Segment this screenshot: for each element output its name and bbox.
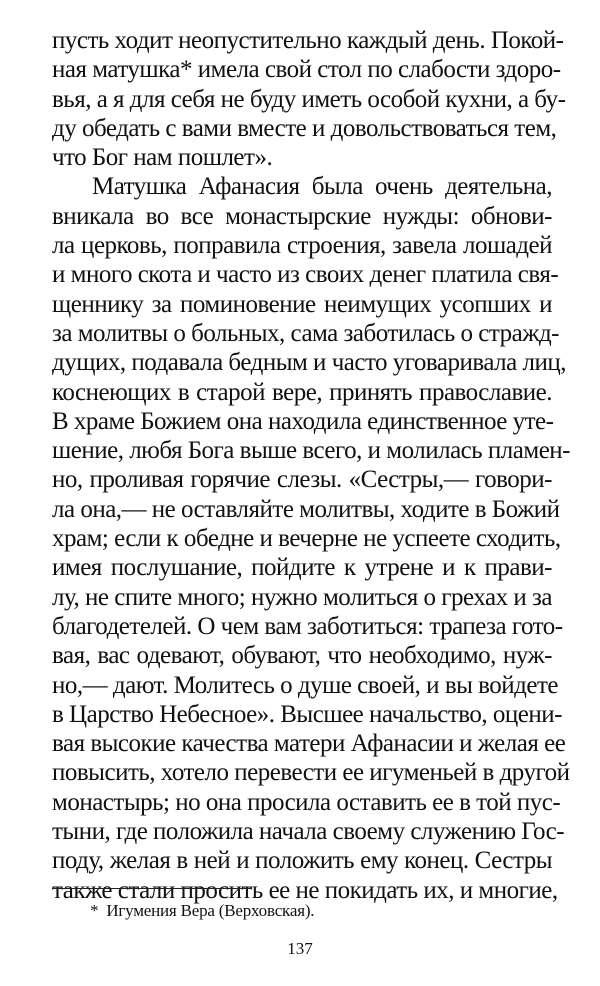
- text-line: но,— дают. Молитесь о душе своей, и вы войдете: [52, 671, 559, 699]
- footnote-text: Игумения Вера (Верховская).: [106, 901, 315, 920]
- text-line: ла она,— не оставляйте молитвы, ходите в Божий: [52, 495, 560, 523]
- text-line: поду, желая в ней и положить ему конец. Сестры: [52, 847, 552, 875]
- text-line: тыни, где положила начала своему служению Гос-: [52, 818, 565, 846]
- text-line: ла церковь, поправила строения, завела лошадей: [52, 232, 552, 260]
- text-line: лу, не спите много; нужно молиться о грехах и за: [52, 583, 552, 611]
- text-line: но, проливая горячие слезы. «Сестры,— говори-: [52, 466, 552, 494]
- page-number: 137: [287, 939, 313, 958]
- text-line: пусть ходит неопустительно каждый день. Покой-: [52, 27, 564, 54]
- footnote-divider: [52, 888, 252, 889]
- text-line: вая, вас одевают, обувают, что необходимо, нуж-: [52, 642, 552, 670]
- text-line: повысить, хотело перевести ее игуменьей в другой: [52, 759, 570, 787]
- text-line: вникала во все монастырские нужды: обнови-: [52, 202, 552, 230]
- text-line: также стали просить ее не покидать их, и многие,: [52, 876, 558, 904]
- text-line: в Царство Небесное». Высшее начальство, оцени-: [52, 700, 562, 728]
- text-line: Матушка Афанасия была очень деятельна,: [92, 173, 552, 201]
- footnote: [90, 900, 314, 922]
- text-line: благодетелей. О чем вам заботиться: трапеза гото-: [52, 612, 563, 640]
- text-line: щеннику за поминовение неимущих усопших и: [52, 290, 552, 318]
- text-line: ная матушка* имела свой стол по слабости здоро-: [52, 56, 561, 84]
- text-line: шение, любя Бога выше всего, и молилась пламен-: [52, 437, 571, 465]
- text-line: дущих, подавала бедным и часто уговаривала лиц,: [52, 349, 566, 377]
- text-line: имея послушание, пойдите к утрене и к прави-: [52, 554, 552, 582]
- text-line: за молитвы о больных, сама заботилась о стражд-: [52, 319, 560, 347]
- text-line: и много скота и часто из своих денег платила свя-: [52, 261, 559, 289]
- text-line: коснеющих в старой вере, принять православие.: [52, 378, 552, 406]
- text-line: ду обедать с вами вместе и довольствоваться тем,: [52, 114, 557, 142]
- text-line: вая высокие качества матери Афанасии и желая ее: [52, 730, 566, 758]
- text-line: вья, а я для себя не буду иметь особой кухни, а бу-: [52, 85, 566, 113]
- text-line: В храме Божием она находила единственное уте-: [52, 407, 554, 435]
- text-line: что Бог нам пошлет».: [52, 144, 273, 172]
- footnote-mark: *: [90, 901, 99, 920]
- text-line: монастырь; но она просила оставить ее в той пус-: [52, 788, 561, 816]
- body-text: [52, 26, 571, 905]
- text-line: храм; если к обедне и вечерне не успеете сходить,: [52, 525, 561, 553]
